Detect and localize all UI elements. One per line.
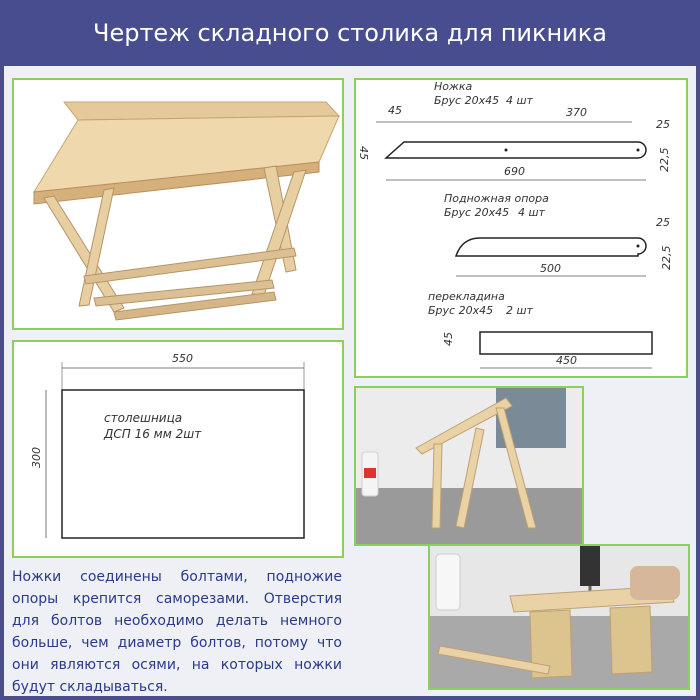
block-right: [610, 606, 652, 674]
hand: [630, 566, 680, 600]
bar-4: [432, 444, 442, 528]
leg-hole-left: [505, 149, 508, 152]
crossbar-dim-450: 450: [556, 354, 577, 367]
parts-drawing-panel: [354, 78, 688, 378]
leg-dim-690: 690: [504, 165, 525, 178]
foot-dim-500: 500: [540, 262, 561, 275]
leg-dim-25: 25: [656, 118, 670, 131]
leg-dim-225: 22,5: [658, 147, 671, 172]
foot-label: Подножная опора: [444, 192, 549, 205]
assembly-photo-graphic: [356, 388, 582, 544]
tabletop-width: 550: [172, 352, 193, 365]
page-title: Чертеж складного столика для пикника: [0, 0, 700, 66]
parts-drawing: [356, 80, 686, 376]
table-illustration-panel: [12, 78, 344, 330]
drilling-photo: [428, 544, 690, 690]
tabletop-rect: [62, 390, 304, 538]
folding-table-illustration: [14, 80, 342, 328]
tabletop-material: ДСП 16 мм 2шт: [104, 427, 202, 441]
drill: [580, 546, 600, 586]
leg-dim-45-top: 45: [388, 104, 402, 117]
foot-dim-25: 25: [656, 216, 670, 229]
assembly-photo: [354, 386, 584, 546]
leg-label: Ножка: [434, 80, 473, 93]
description-text: Ножки соединены болтами, подножие опоры крепится саморезами. Отверстия для болтов необходимо делать немного больше, чем диаметр болтов, потому что они являются осями, на которых ножки будут складываться.: [12, 569, 342, 695]
foot-dim-225: 22,5: [660, 245, 673, 270]
crossbar-qty: 2 шт: [506, 304, 533, 317]
leg-dim-370: 370: [566, 106, 587, 119]
leg-qty: 4 шт: [506, 94, 533, 107]
foot-hole: [637, 245, 640, 248]
tabletop-label: столешница: [104, 411, 183, 425]
tabletop-drawing: [14, 342, 342, 556]
drilling-photo-graphic: [430, 546, 688, 688]
tabletop-height: 300: [30, 447, 43, 468]
crossbar-label: перекладина: [428, 290, 505, 303]
leg-material: Брус 20х45: [434, 94, 500, 107]
glue-bottle-2: [436, 554, 460, 610]
crossbar-dim-45: 45: [442, 332, 455, 346]
foot-material: Брус 20х45: [444, 206, 510, 219]
leg-hole-right: [637, 149, 640, 152]
crossbar-material: Брус 20х45: [428, 304, 494, 317]
crossbar-shape: [480, 332, 652, 354]
tabletop-drawing-panel: [12, 340, 344, 558]
leg-dim-45-side: 45: [357, 146, 370, 160]
foot-shape: [456, 238, 646, 256]
glue-label-icon: [364, 468, 376, 478]
leg-shape: [386, 142, 646, 158]
foot-qty: 4 шт: [518, 206, 545, 219]
